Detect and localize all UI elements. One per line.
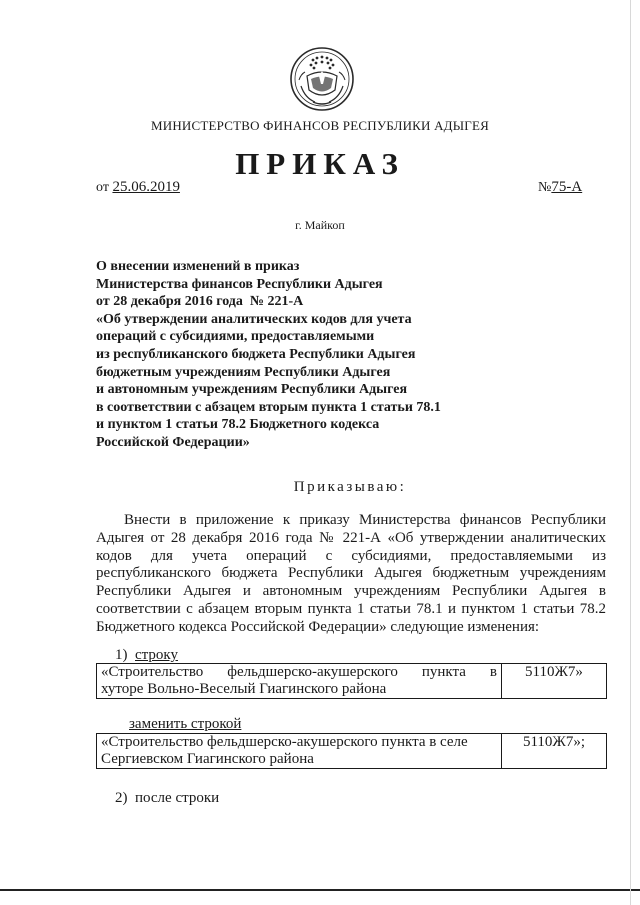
item-2-number: 2) (115, 790, 128, 806)
order-directive: Приказываю: (293, 479, 407, 495)
subject-line: Российской Федерации» (96, 434, 250, 450)
coat-of-arms-icon (289, 46, 355, 112)
new-row-line2: Сергиевском Гиагинского района (101, 751, 314, 767)
replace-label: заменить строкой (129, 716, 242, 732)
subject-line: «Об утверждении аналитических кодов для учета (96, 311, 412, 327)
item-1-number: 1) (115, 647, 128, 663)
body-paragraph (96, 512, 606, 637)
new-row-table (96, 733, 607, 769)
order-number (538, 179, 582, 196)
scan-edge (630, 0, 631, 905)
table-row (97, 664, 607, 699)
date-prefix: от (96, 180, 109, 195)
city: г. Майкоп (295, 218, 345, 232)
new-row-code: 5110Ж7»; (502, 734, 607, 769)
date-value: 25.06.2019 (112, 179, 180, 195)
old-row-code: 5110Ж7» (502, 664, 607, 699)
item-1-label: строку (135, 647, 178, 663)
item-2-label: после строки (135, 790, 220, 806)
subject-line: от 28 декабря 2016 года № 221-А (96, 294, 304, 310)
body-text: Внести в приложение к приказу Министерства финансов Республики Адыгея от 28 декабря 2016 года № 221-А «Об утверждении аналитических кодов для учета операций с субсидиями, предоставляемыми из республиканского бюджета Республики Адыгея бюджетным учреждениям Республики Адыгея и автономным учреждениям Республики Адыгея в соответствии с абзацем вторым пункта 1 статьи 78.1 и пунктом 1 статьи 78.2 Бюджетного кодекса Российской Федерации» следующие изменения: (96, 512, 606, 635)
subject-line: бюджетным учреждениям Республики Адыгея (96, 364, 391, 380)
old-row-word: в (489, 664, 497, 680)
order-subject (96, 258, 441, 452)
new-row-text (97, 734, 502, 769)
old-row-word: пункта (421, 664, 466, 680)
subject-line: О внесении изменений в приказ (96, 259, 300, 274)
document-title: ПРИКАЗ (235, 146, 405, 181)
subject-line: операций с субсидиями, предоставляемыми (96, 329, 375, 345)
subject-line: и пунктом 1 статьи 78.2 Бюджетного кодекса (96, 417, 380, 433)
subject-line: в соответствии с абзацем вторым пункта 1 статьи 78.1 (96, 399, 441, 415)
number-value: 75-А (551, 179, 583, 195)
page-bottom-edge (0, 889, 640, 891)
old-row-word: «Строительство (101, 664, 204, 680)
old-row-line2: хуторе Вольно-Веселый Гиагинского района (101, 681, 387, 697)
subject-line: и автономным учреждениям Республики Адыгея (96, 382, 408, 398)
order-date (96, 179, 180, 196)
item-1-heading (115, 647, 178, 664)
new-row-line1: «Строительство фельдшерско-акушерского пункта в селе (101, 734, 468, 750)
subject-line: из республиканского бюджета Республики Адыгея (96, 346, 416, 362)
subject-line: Министерства финансов Республики Адыгея (96, 276, 383, 292)
item-2-heading (115, 790, 219, 807)
ministry-name: МИНИСТЕРСТВО ФИНАНСОВ РЕСПУБЛИКИ АДЫГЕЯ (151, 118, 489, 133)
number-prefix: № (538, 180, 552, 195)
old-row-word: фельдшерско-акушерского (227, 664, 398, 680)
table-row (97, 734, 607, 769)
old-row-table (96, 663, 607, 699)
old-row-text (97, 664, 502, 699)
